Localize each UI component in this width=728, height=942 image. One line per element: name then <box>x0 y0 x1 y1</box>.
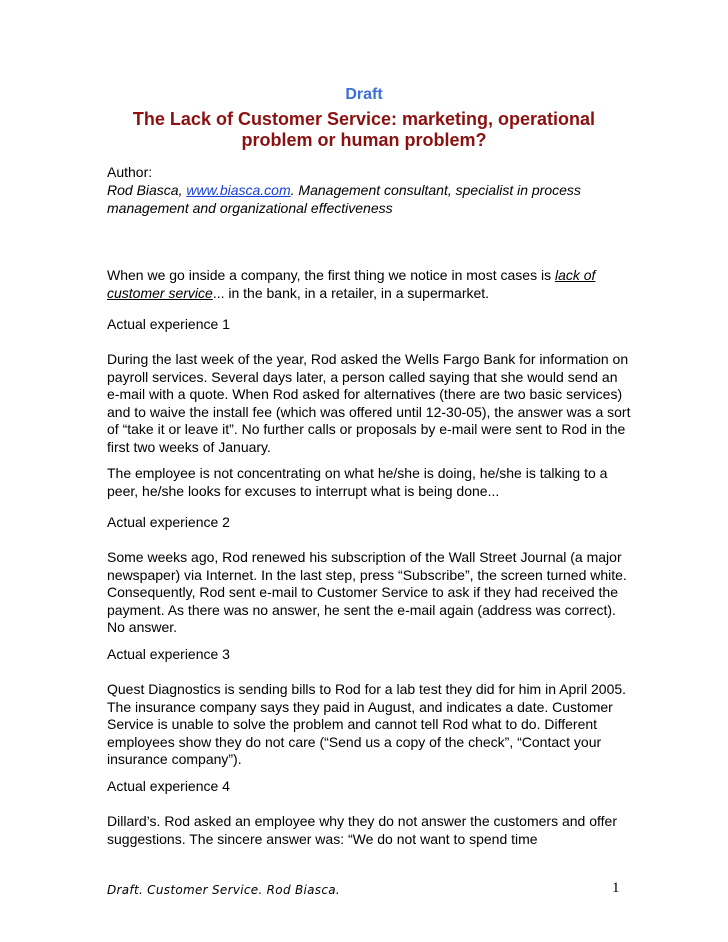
document-title: The Lack of Customer Service: marketing, operational problem or human problem? <box>132 109 596 150</box>
author-line <box>107 182 632 217</box>
author-label: Author: <box>107 164 153 180</box>
intro-emphasis: lack of customer service <box>107 267 596 301</box>
intro-after: ... in the bank, in a retailer, in a supermarket. <box>212 284 490 301</box>
section-heading-3: Actual experience 3 <box>107 646 230 662</box>
section-1-paragraph-1: During the last week of the year, Rod asked the Wells Fargo Bank for information on payroll services. Several days later, a person called saying that she would send an e-mail with a quote. When Rod asked for alternatives (there are two basic services) and to waive the install fee (which was offered until 12-30-05), the answer was a sort of “take it or leave it”. No further calls or proposals by e-mail were sent to Rod in the first two weeks of January. <box>107 351 631 455</box>
section-4-paragraph-1: Dillard’s. Rod asked an employee why they do not answer the customers and offer suggestions. The sincere answer was: “We do not want to spend time <box>107 813 617 847</box>
section-2-paragraph-1: Some weeks ago, Rod renewed his subscription of the Wall Street Journal (a major newspaper) via Internet. In the last step, press “Subscribe”, the screen turned white. Consequently, Rod sent e-mail to Customer Service to ask if they had received the payment. As there was no answer, he sent the e-mail again (address was correct). No answer. <box>107 549 627 636</box>
page-number: 1 <box>612 880 620 896</box>
author-website-link[interactable]: www.biasca.com <box>186 182 291 198</box>
section-heading-2: Actual experience 2 <box>107 514 230 530</box>
section-heading-4: Actual experience 4 <box>107 778 230 794</box>
author-description: . Management consultant, specialist in process management and organizational effectiveness <box>107 182 581 216</box>
author-separator: , <box>178 182 187 198</box>
footer-text: Draft. Customer Service. Rod Biasca. <box>107 883 341 897</box>
intro-before: When we go inside a company, the first thing we notice in most cases is <box>107 267 555 283</box>
section-3-paragraph-1: Quest Diagnostics is sending bills to Rod for a lab test they did for him in April 2005. The insurance company says they paid in August, and indicates a date. Customer Service is unable to solve the problem and cannot tell Rod what to do. Different employees show they do not care (“Send us a copy of the check”, “Contact your insurance company”). <box>107 681 627 768</box>
section-heading-1: Actual experience 1 <box>107 316 230 332</box>
draft-label: Draft <box>345 86 383 103</box>
intro-paragraph <box>107 267 632 302</box>
section-1-paragraph-2: The employee is not concentrating on what he/she is doing, he/she is talking to a peer, he/she looks for excuses to interrupt what is being done... <box>107 465 608 499</box>
author-name: Rod Biasca <box>107 182 179 198</box>
